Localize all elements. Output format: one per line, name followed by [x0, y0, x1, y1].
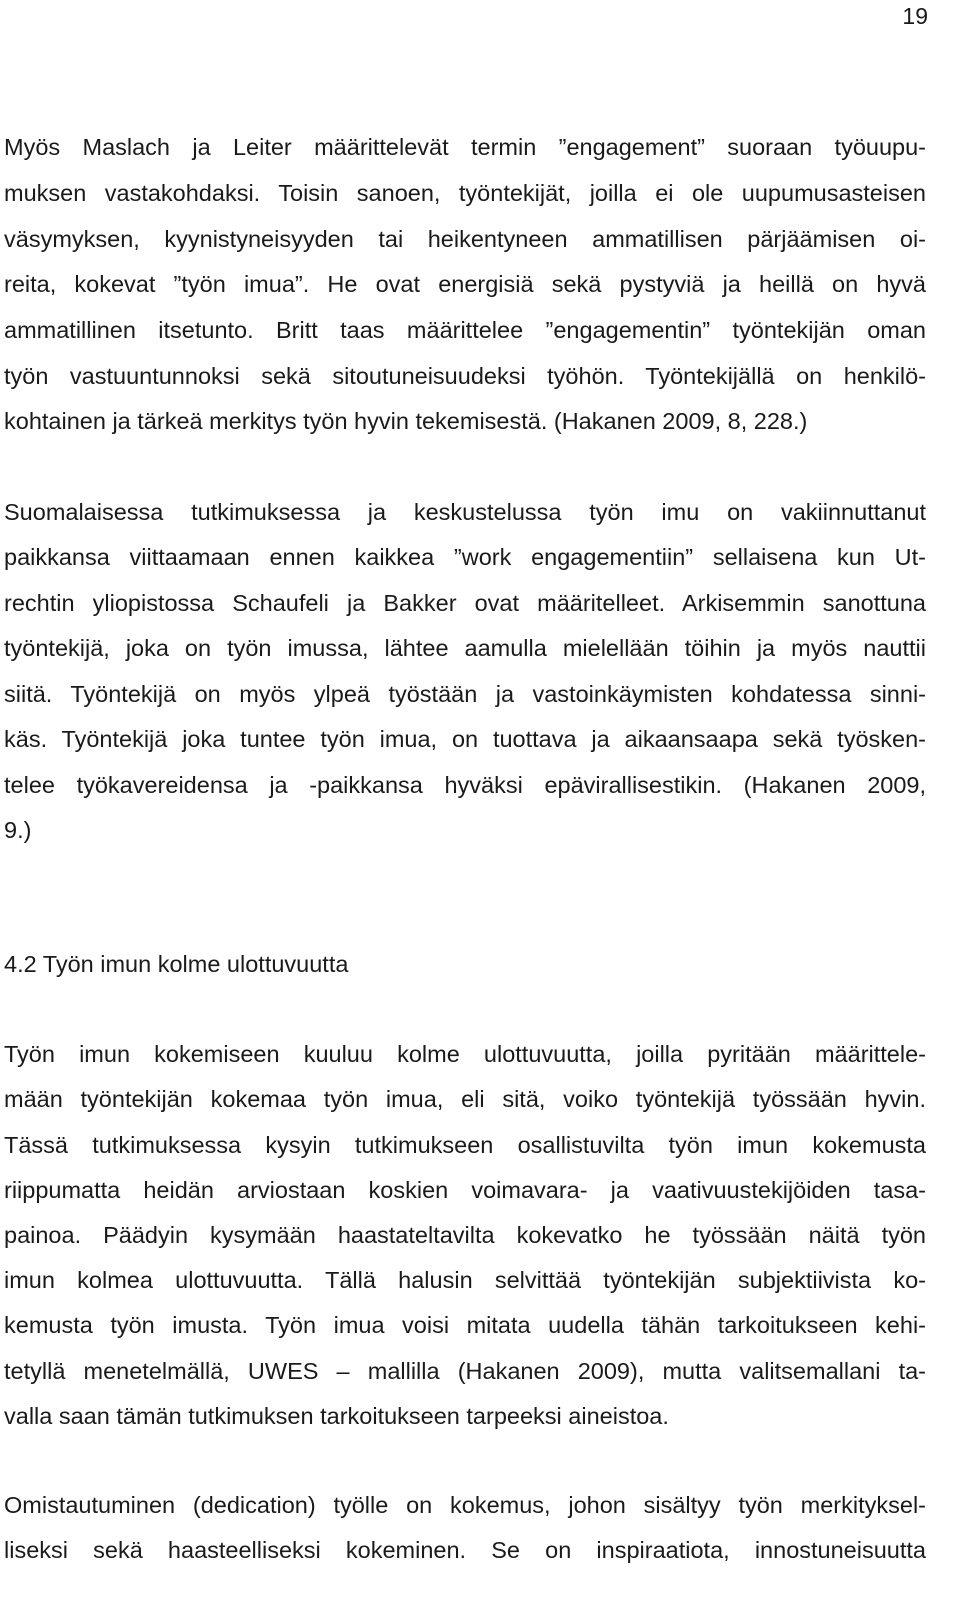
- text-line: 9.): [4, 817, 32, 843]
- text-line: imun kolmea ulottuvuutta. Tällä halusin selvittää työntekijän subjektiivista ko-: [4, 1267, 926, 1293]
- text-line: kohtainen ja tärkeä merkitys työn hyvin tekemisestä. (Hakanen 2009, 8, 228.): [4, 408, 808, 434]
- text-line: Työn imun kokemiseen kuuluu kolme ulottuvuutta, joilla pyritään määrittele-: [4, 1041, 926, 1067]
- text-line: riippumatta heidän arviostaan koskien voimavara- ja vaativuustekijöiden tasa-: [4, 1177, 926, 1203]
- text-line: telee työkavereidensa ja -paikkansa hyväksi epävirallisestikin. (Hakanen 2009,: [4, 772, 926, 798]
- text-line: siitä. Työntekijä on myös ylpeä työstään ja vastoinkäymisten kohdatessa sinni-: [4, 681, 926, 707]
- text-line: tetyllä menetelmällä, UWES – mallilla (Hakanen 2009), mutta valitsemallani ta-: [4, 1358, 926, 1384]
- text-line: liseksi sekä haasteelliseksi kokeminen. Se on inspiraatiota, innostuneisuutta: [4, 1537, 926, 1563]
- text-line: työntekijä, joka on työn imussa, lähtee aamulla mielellään töihin ja myös nauttii: [4, 635, 926, 661]
- text-line: Omistautuminen (dedication) työlle on kokemus, johon sisältyy työn merkityksel-: [4, 1492, 926, 1518]
- text-line: kemusta työn imusta. Työn imua voisi mitata uudella tähän tarkoitukseen kehi-: [4, 1312, 926, 1338]
- text-line: valla saan tämän tutkimuksen tarkoitukseen tarpeeksi aineistoa.: [4, 1403, 669, 1429]
- text-line: mään työntekijän kokemaa työn imua, eli sitä, voiko työntekijä työssään hyvin.: [4, 1086, 926, 1112]
- text-line: paikkansa viittaamaan ennen kaikkea ”work engagementiin” sellaisena kun Ut-: [4, 544, 926, 570]
- text-line: ammatillinen itsetunto. Britt taas määrittelee ”engagementin” työntekijän oman: [4, 317, 926, 343]
- page-number: 19: [902, 3, 928, 29]
- text-line: työn vastuuntunnoksi sekä sitoutuneisuudeksi työhön. Työntekijällä on henkilö-: [4, 363, 926, 389]
- text-line: muksen vastakohdaksi. Toisin sanoen, työntekijät, joilla ei ole uupumusasteisen: [4, 180, 926, 206]
- text-line: painoa. Päädyin kysymään haastateltavilta kokevatko he työssään näitä työn: [4, 1222, 926, 1248]
- text-line: Suomalaisessa tutkimuksessa ja keskustelussa työn imu on vakiinnuttanut: [4, 499, 926, 525]
- text-line: väsymyksen, kyynistyneisyyden tai heikentyneen ammatillisen pärjäämisen oi-: [4, 226, 926, 252]
- text-line: käs. Työntekijä joka tuntee työn imua, on tuottava ja aikaansaapa sekä työsken-: [4, 726, 926, 752]
- text-line: reita, kokevat ”työn imua”. He ovat energisiä sekä pystyviä ja heillä on hyvä: [4, 271, 926, 297]
- text-line: Myös Maslach ja Leiter määrittelevät termin ”engagement” suoraan työuupu-: [4, 134, 926, 160]
- section-heading: 4.2 Työn imun kolme ulottuvuutta: [4, 951, 349, 977]
- text-line: Tässä tutkimuksessa kysyin tutkimukseen osallistuvilta työn imun kokemusta: [4, 1132, 926, 1158]
- text-line: rechtin yliopistossa Schaufeli ja Bakker ovat määritelleet. Arkisemmin sanottuna: [4, 590, 926, 616]
